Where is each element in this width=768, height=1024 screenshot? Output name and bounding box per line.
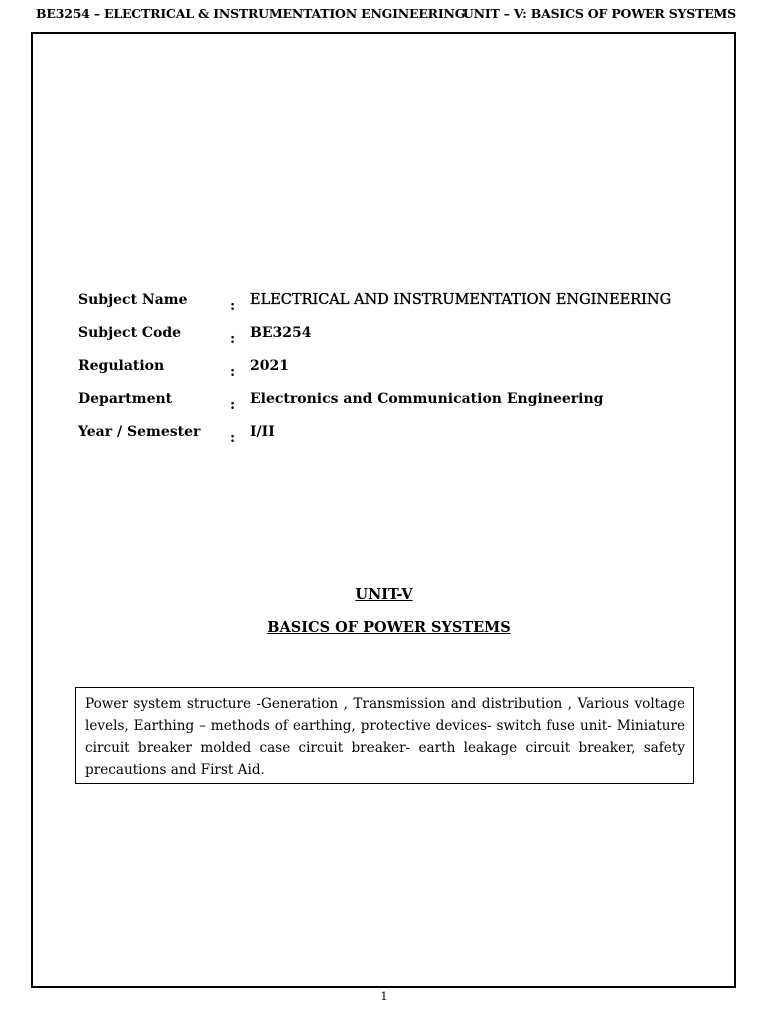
year-semester-row [78, 422, 718, 455]
header-unit-title: UNIT – V: BASICS OF POWER SYSTEMS [462, 6, 736, 21]
subject-name-value: ELECTRICAL AND INSTRUMENTATION ENGINEERING [250, 292, 672, 308]
subject-info-table [78, 290, 718, 455]
subject-name-colon: : [230, 298, 236, 314]
department-label: Department [78, 391, 173, 407]
subject-code-value: BE3254 [250, 325, 312, 341]
department-colon: : [230, 397, 236, 413]
year-semester-label: Year / Semester [78, 424, 201, 440]
department-row [78, 389, 718, 422]
regulation-label: Regulation [78, 358, 165, 374]
unit-subtitle: BASICS OF POWER SYSTEMS [267, 619, 511, 636]
regulation-row [78, 356, 718, 389]
subject-name-label: Subject Name [78, 292, 188, 308]
regulation-value: 2021 [250, 358, 289, 374]
subject-code-label: Subject Code [78, 325, 182, 341]
subject-code-row [78, 323, 718, 356]
subject-code-colon: : [230, 331, 236, 347]
header-course-title: BE3254 – ELECTRICAL & INSTRUMENTATION ENGINEERING [36, 6, 466, 21]
year-semester-value: I/II [250, 424, 275, 440]
subject-name-row [78, 290, 718, 323]
year-semester-colon: : [230, 430, 236, 446]
syllabus-box: Power system structure -Generation , Transmission and distribution , Various voltage levels, Earthing – methods of earthing, protective devices- switch fuse unit- Miniature circuit breaker molded case circuit breaker- earth leakage circuit breaker, safety precautions and First Aid. [75, 687, 694, 784]
department-value: Electronics and Communication Engineering [250, 391, 604, 407]
page-number: 1 [380, 990, 388, 1003]
unit-title: UNIT-V [355, 586, 413, 603]
running-header [36, 6, 736, 24]
regulation-colon: : [230, 364, 236, 380]
page-border [31, 32, 736, 988]
